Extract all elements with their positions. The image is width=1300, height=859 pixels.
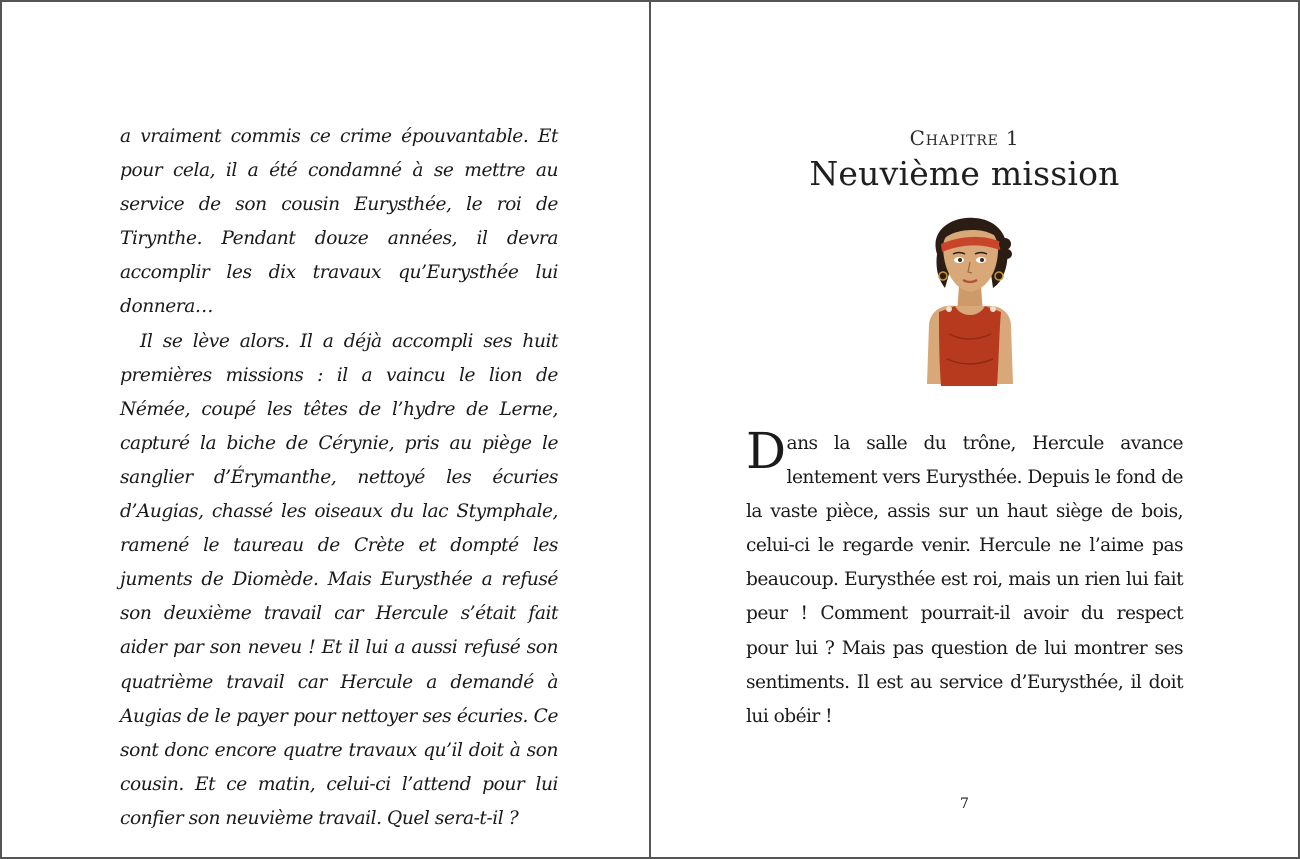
left-paragraph-2: Il se lève alors. Il a déjà accompli ses huit premières missions : il a vaincu le lion de Némée, coupé les têtes de l’hydre de Lerne, capturé la biche de Cérynie, pris au piège le sanglier d’Érymanthe, nettoyé les écuries d’Augias, chassé les oiseaux du lac Stymphale, ramené le taureau de Crète et dompté les juments de Diomède. Mais Eurysthée a refusé son deuxième travail car Hercule s’était fait aider par son neveu ! Et il lui a aussi refusé son quatrième travail car Hercule a demandé à Augias de le payer pour nettoyer ses écuries. Ce sont donc encore quatre travaux qu’il doit à son cousin. Et ce matin, celui-ci l’attend pour lui confier son neuvième travail. Quel sera-t-il ? <box>120 330 558 829</box>
drop-cap: D <box>746 422 786 480</box>
opening-paragraph <box>746 422 1183 734</box>
chapter-title: Neuvième mission <box>809 154 1120 193</box>
right-page-text <box>746 422 1183 734</box>
left-paragraph-1: a vraiment commis ce crime épouvantable. Et pour cela, il a été condamné à se mettre au service de son cousin Eurysthée, le roi de Tirynthe. Pendant douze années, il devra accomplir les dix travaux qu’Eurysthée lui donnera… <box>120 126 558 318</box>
left-page-text <box>120 120 558 836</box>
page-number: 7 <box>960 796 969 812</box>
woman-portrait-illustration <box>919 214 1019 396</box>
left-page <box>2 2 649 857</box>
opening-paragraph-text: ans la salle du trône, Hercule avance lentement vers Eurysthée. Depuis le fond de la vaste pièce, assis sur un haut siège de bois, celui-ci le regarde venir. Hercule ne l’aime pas beaucoup. Eurysthée est roi, mais un rien lui fait peur ! Comment pourrait-il avoir du respect pour lui ? Mais pas question de lui montrer ses sentiments. Il est au service d’Eurysthée, il doit lui obéir ! <box>746 433 1183 727</box>
chapter-label: Chapitre 1 <box>909 126 1020 150</box>
right-page <box>651 2 1298 857</box>
